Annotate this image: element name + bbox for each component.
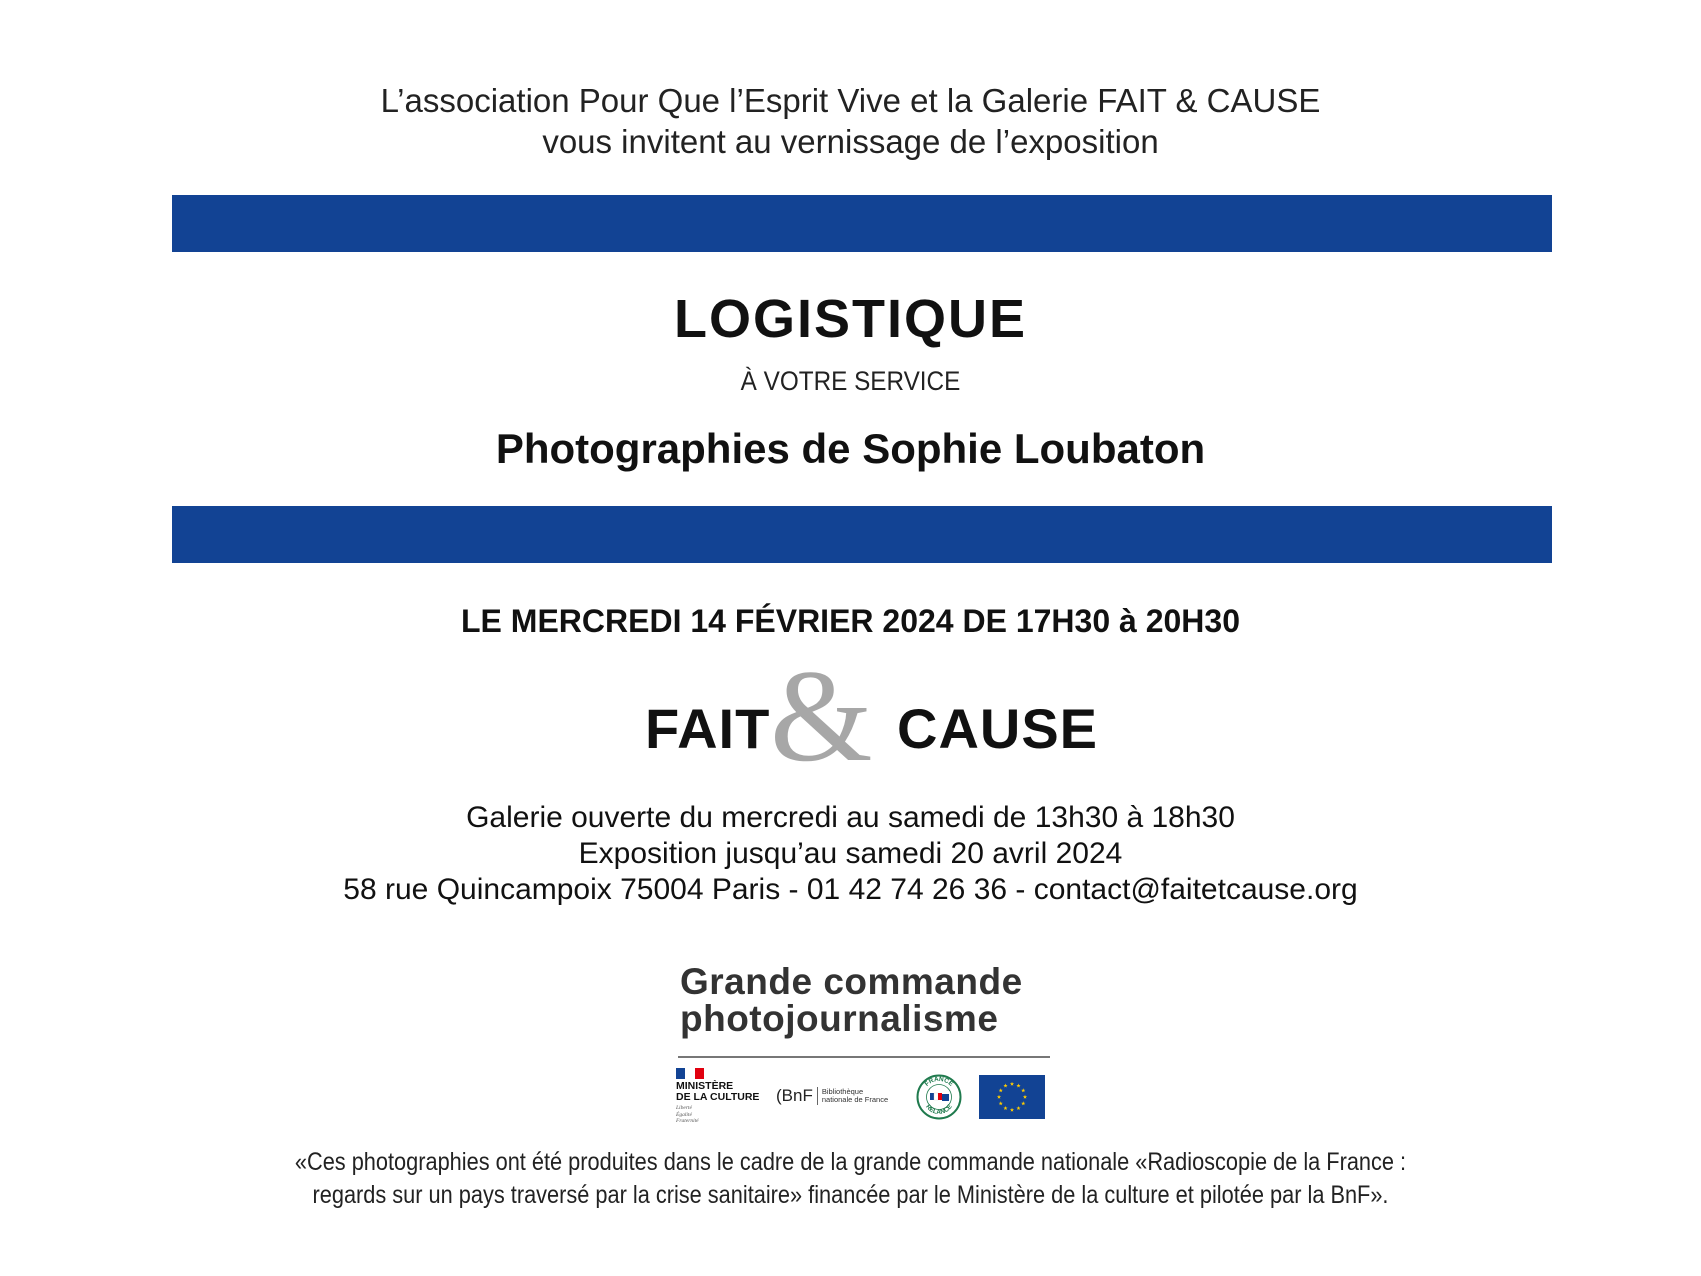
- bottom-blue-band: [172, 506, 1552, 563]
- republic-motto: [676, 1105, 759, 1125]
- photographer-credit: Photographies de Sophie Loubaton: [495, 425, 1206, 472]
- fait-et-cause-logo: [640, 642, 1099, 789]
- eu-stars: [979, 1075, 1045, 1119]
- motto-egalite: Égalité: [676, 1111, 692, 1118]
- eu-star: [1023, 1095, 1027, 1099]
- gallery-info: [0, 800, 1701, 908]
- motto-fraternite: Fraternité: [676, 1118, 699, 1124]
- eu-star: [1021, 1101, 1025, 1105]
- eu-star: [1010, 1082, 1014, 1086]
- bnf-sub-line-2: nationale de France: [821, 1095, 889, 1104]
- ministere-line-1: MINISTÈRE: [676, 1080, 734, 1092]
- relance-bottom-text: RELANCE: [924, 1103, 954, 1117]
- eu-star: [1003, 1084, 1007, 1088]
- bnf-sub-line-1: Bibliothèque: [821, 1087, 864, 1096]
- footnote-line-1: «Ces photographies ont été produites dans le cadre de la grande commande nationale «Radioscopie de la France :: [294, 1148, 1407, 1176]
- exhibition-until: Exposition jusqu’au samedi 20 avril 2024: [578, 837, 1123, 870]
- logo-ampersand: &: [770, 642, 873, 789]
- top-blue-band: [172, 195, 1552, 252]
- bnf-acronym: (BnF: [776, 1086, 813, 1105]
- relance-top-text: FRANCE: [923, 1075, 955, 1088]
- invitation-intro: [0, 80, 1701, 162]
- marianne-flag-icon: [676, 1068, 704, 1079]
- eu-star: [1016, 1084, 1020, 1088]
- bnf-logo: [776, 1086, 888, 1106]
- commande-line-1: Grande commande: [680, 961, 1023, 1002]
- ministere-culture-logo: [676, 1068, 759, 1125]
- eu-star: [999, 1101, 1003, 1105]
- france-relance-seal-icon: [916, 1074, 962, 1120]
- gallery-contact: 58 rue Quincampoix 75004 Paris - 01 42 74 26 36 - contact@faitetcause.org: [343, 873, 1358, 906]
- bnf-separator: [817, 1087, 818, 1105]
- logo-word-cause: CAUSE: [897, 697, 1099, 760]
- exhibition-subtitle: À VOTRE SERVICE: [740, 366, 961, 396]
- partner-logos: [676, 1064, 1056, 1126]
- intro-line-1: L’association Pour Que l’Esprit Vive et la Galerie FAIT & CAUSE: [380, 82, 1321, 119]
- relance-flags: [930, 1093, 949, 1101]
- eu-star: [1016, 1106, 1020, 1110]
- funding-footnote: [111, 1146, 1591, 1212]
- eu-star: [997, 1095, 1001, 1099]
- eu-star: [999, 1088, 1003, 1092]
- exhibition-title: LOGISTIQUE: [673, 289, 1028, 349]
- logo-word-fait: FAIT: [645, 697, 771, 760]
- commande-divider: [678, 1056, 1050, 1058]
- motto-liberte: Liberté: [676, 1105, 692, 1111]
- eu-star: [1003, 1106, 1007, 1110]
- bnf-text: BnF: [781, 1086, 813, 1105]
- commande-line-2: photojournalisme: [680, 998, 999, 1039]
- eu-star: [1021, 1088, 1025, 1092]
- gallery-hours: Galerie ouverte du mercredi au samedi de 13h30 à 18h30: [466, 801, 1235, 834]
- ministere-line-2: DE LA CULTURE: [676, 1091, 760, 1103]
- grande-commande-title: [680, 963, 1050, 1037]
- eu-star: [1010, 1108, 1014, 1112]
- bnf-fullname: [822, 1088, 888, 1104]
- footnote-line-2: regards sur un pays traversé par la crise sanitaire» financée par le Ministère de la culture et pilotée par la BnF».: [312, 1181, 1389, 1209]
- vernissage-date: LE MERCREDI 14 FÉVRIER 2024 DE 17H30 à 20H30: [461, 603, 1240, 639]
- intro-line-2: vous invitent au vernissage de l’exposition: [542, 123, 1159, 160]
- eu-flag-icon: [979, 1075, 1045, 1119]
